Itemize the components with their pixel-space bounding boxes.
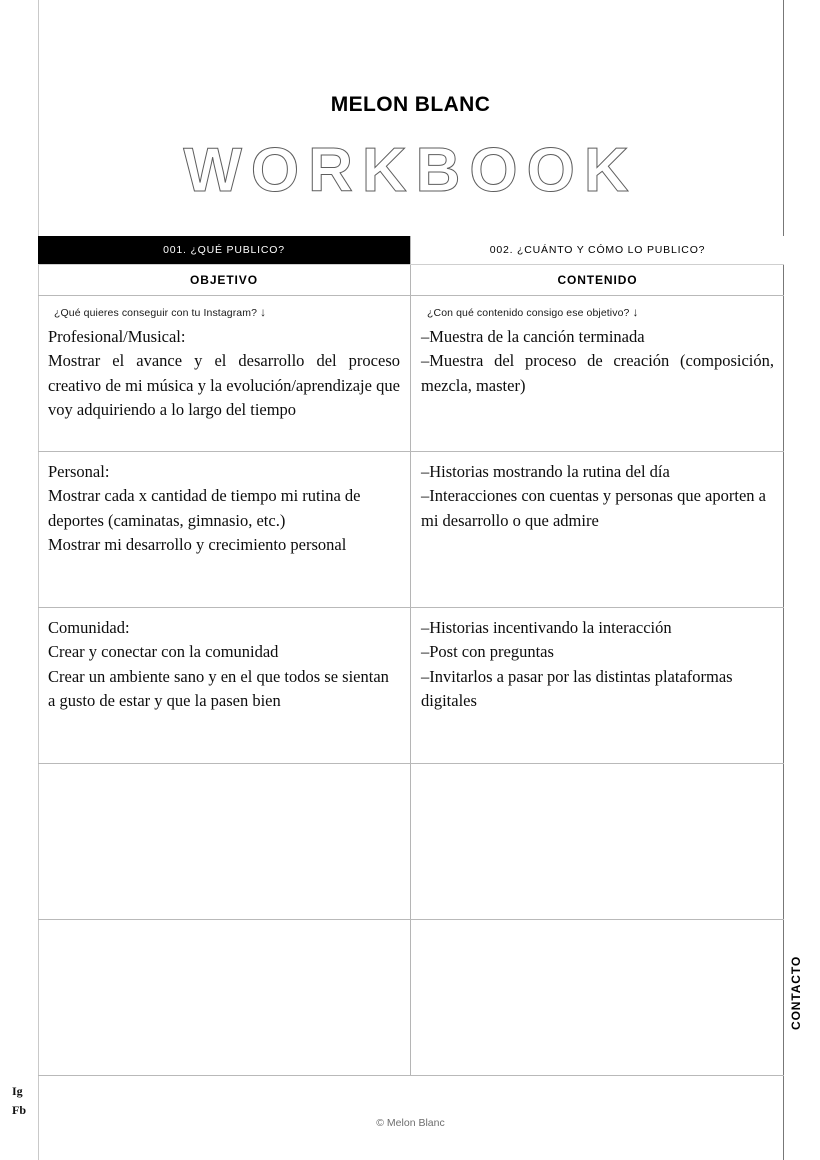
section-tabs [38,236,784,264]
cell-objetivo[interactable] [38,920,410,1075]
prompt-contenido-text: ¿Con qué contenido consigo ese objetivo? [427,307,630,319]
table-row [38,764,784,920]
cell-objetivo[interactable] [38,296,410,451]
instagram-link[interactable]: Ig [12,1084,23,1098]
column-headers [38,264,784,296]
brand-title: MELON BLANC [330,93,491,116]
tab-que-publico[interactable]: 001. ¿QUÉ PUBLICO? [38,236,410,264]
prompt-objetivo [54,306,400,319]
contacto-side-label: CONTACTO [789,955,803,1030]
cell-contenido-text: –Historias incentivando la interacción –Post con preguntas –Invitarlos a pasar por las distintas plataformas digitales [421,618,733,710]
table-row [38,452,784,608]
page-title: WORKBOOK [183,136,638,205]
cell-contenido-text: –Historias mostrando la rutina del día –Interacciones con cuentas y personas que aporten a mi desarrollo o que admire [421,462,766,530]
cell-objetivo-text: Personal: Mostrar cada x cantidad de tiempo mi rutina de deportes (caminatas, gimnasio, etc.) Mostrar mi desarrollo y crecimiento personal [48,462,361,554]
cell-objetivo[interactable] [38,608,410,763]
social-links [12,1082,26,1119]
cell-contenido[interactable] [410,608,784,763]
arrow-down-icon: ↓ [260,305,267,319]
cell-contenido[interactable] [410,452,784,607]
table-row [38,608,784,764]
arrow-down-icon: ↓ [632,305,639,319]
cell-contenido[interactable] [410,764,784,919]
column-header-objetivo: OBJETIVO [190,273,258,287]
cell-contenido-text: –Muestra de la canción terminada –Muestra del proceso de creación (composición, mezcla, master) [421,327,774,395]
facebook-link[interactable]: Fb [12,1102,27,1117]
column-header-contenido: CONTENIDO [410,265,784,295]
cell-contenido[interactable] [410,920,784,1075]
cell-objetivo[interactable] [38,452,410,607]
tab-cuanto-y-como-lo-publico[interactable]: 002. ¿CUÁNTO Y CÓMO LO PUBLICO? [410,236,784,264]
cell-objetivo-text: Comunidad: Crear y conectar con la comunidad Crear un ambiente sano y en el que todos se sientan a gusto de estar y que la pasen bien [48,618,389,710]
prompt-objetivo-text: ¿Qué quieres conseguir con tu Instagram? [54,307,258,319]
table-row [38,296,784,452]
cell-objetivo[interactable] [38,764,410,919]
prompt-contenido [427,306,774,319]
cell-contenido[interactable] [410,296,784,451]
cell-objetivo-text: Profesional/Musical: Mostrar el avance y el desarrollo del proceso creativo de mi música y la evolución/aprendizaje que voy adquiriendo a lo largo del tiempo [48,327,400,419]
copyright-note: © Melon Blanc [376,1117,445,1129]
worksheet-table [38,236,784,1076]
table-row [38,920,784,1076]
